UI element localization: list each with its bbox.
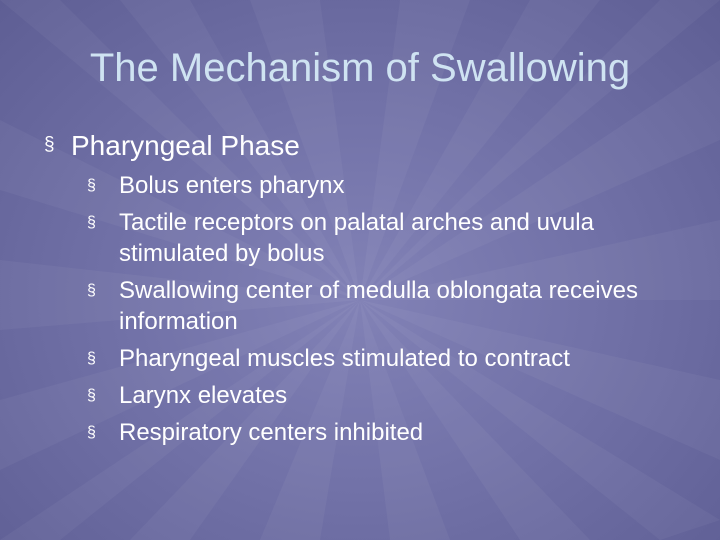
bullet-icon: § (87, 387, 96, 404)
main-bullet-text: Pharyngeal Phase (71, 130, 300, 161)
sub-bullet-item (87, 343, 694, 374)
sub-bullet-list (44, 170, 694, 448)
bullet-icon: § (87, 214, 96, 231)
bullet-icon: § (44, 134, 55, 155)
bullet-icon: § (87, 350, 96, 367)
sub-bullet-item (87, 170, 694, 201)
sub-bullet-item (87, 380, 694, 411)
bullet-icon: § (87, 424, 96, 441)
sub-bullet-item (87, 275, 694, 337)
slide-content (44, 124, 694, 454)
sub-bullet-text: Pharyngeal muscles stimulated to contract (119, 345, 570, 372)
bullet-icon: § (87, 282, 96, 299)
sub-bullet-text: Swallowing center of medulla oblongata receives information (119, 277, 638, 335)
sub-bullet-text: Tactile receptors on palatal arches and uvula stimulated by bolus (119, 209, 594, 267)
sub-bullet-text: Bolus enters pharynx (119, 172, 345, 199)
sub-bullet-item (87, 207, 694, 269)
main-bullet-item (44, 124, 694, 168)
sub-bullet-text: Respiratory centers inhibited (119, 419, 424, 446)
sub-bullet-text: Larynx elevates (119, 382, 288, 409)
bullet-icon: § (87, 177, 96, 194)
slide-title: The Mechanism of Swallowing (89, 46, 631, 90)
sub-bullet-item (87, 417, 694, 448)
